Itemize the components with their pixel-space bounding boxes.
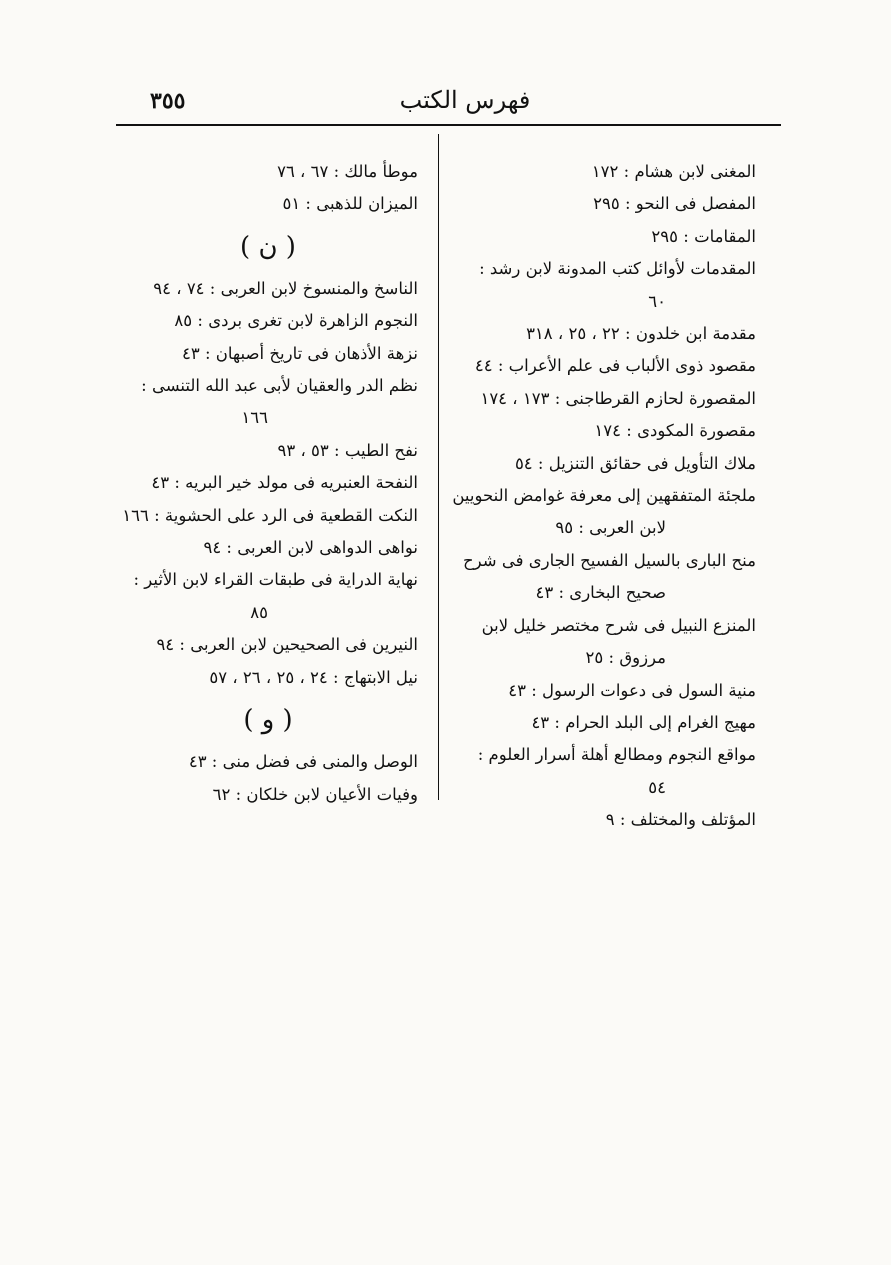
index-entry (118, 156, 418, 188)
index-entry (118, 532, 418, 564)
index-entry (458, 804, 756, 836)
index-entry (118, 273, 418, 305)
entry-text: ملجئة المتفقهين إلى معرفة غوامض النحويين (452, 486, 756, 506)
entry-text: مواقع النجوم ومطالع أهلة أسرار العلوم : (477, 745, 756, 765)
index-entry (458, 253, 756, 318)
index-entry (458, 610, 756, 675)
entry-text: الميزان للذهبى : ٥١ (282, 194, 418, 214)
entry-text: نيل الابتهاج : ٢٤ ، ٢٥ ، ٢٦ ، ٥٧ (209, 667, 418, 687)
entry-text: مقدمة ابن خلدون : ٢٢ ، ٢٥ ، ٣١٨ (526, 324, 756, 344)
entry-text: مقصود ذوى الألباب فى علم الأعراب : ٤٤ (474, 356, 756, 376)
index-entry (118, 564, 418, 629)
entry-text: نهاية الدراية فى طبقات القراء لابن الأثير : (133, 570, 418, 590)
index-entry (458, 675, 756, 707)
entry-text: منية السول فى دعوات الرسول : ٤٣ (508, 680, 756, 700)
entry-text: موطأ مالك : ٦٧ ، ٧٦ (277, 162, 418, 181)
entry-text: النجوم الزاهرة لابن تغرى بردى : ٨٥ (174, 311, 418, 331)
index-entry (118, 467, 418, 499)
entry-text: نفح الطيب : ٥٣ ، ٩٣ (277, 440, 418, 460)
entry-continuation: صحيح البخارى : ٤٣ (535, 583, 666, 603)
index-entry (458, 156, 756, 188)
index-entry (118, 629, 418, 661)
entry-text: المنزع النبيل فى شرح مختصر خليل لابن (481, 615, 756, 635)
index-entry (458, 221, 756, 253)
entry-text: ملاك التأويل فى حقائق التنزيل : ٥٤ (514, 453, 756, 473)
page-title: فهرس الكتب (399, 86, 531, 114)
index-entry (118, 370, 418, 435)
entry-continuation: لابن العربى : ٩٥ (555, 518, 666, 538)
index-entry (118, 188, 418, 220)
index-entry (458, 383, 756, 415)
index-entry (458, 350, 756, 382)
index-entry (118, 500, 418, 532)
index-entry (458, 318, 756, 350)
entry-text: المقدمات لأوائل كتب المدونة لابن رشد : (479, 259, 756, 279)
entry-continuation: ١٦٦ (241, 408, 268, 428)
entry-text: مقصورة المكودى : ١٧٤ (594, 421, 756, 441)
entry-continuation: ٨٥ (250, 602, 268, 622)
index-entry (118, 435, 418, 467)
entry-text: المؤتلف والمختلف : ٩ (605, 810, 756, 830)
entry-text: الناسخ والمنسوخ لابن العربى : ٧٤ ، ٩٤ (153, 278, 418, 298)
index-entry (118, 305, 418, 337)
entry-text: المقصورة لحازم القرطاجنى : ١٧٣ ، ١٧٤ (480, 388, 756, 408)
section-heading-waw: ( و ) (243, 705, 293, 736)
index-entry (458, 707, 756, 739)
entry-text: المغنى لابن هشام : ١٧٢ (591, 162, 756, 181)
index-column-left (118, 156, 418, 811)
entry-text: نواهى الدواهى لابن العربى : ٩٤ (203, 538, 418, 558)
index-entry (458, 739, 756, 804)
entry-text: مهيج الغرام إلى البلد الحرام : ٤٣ (531, 712, 756, 732)
index-entry (118, 746, 418, 778)
entry-text: النكت القطعية فى الرد على الحشوية : ١٦٦ (122, 505, 418, 525)
index-entry (458, 415, 756, 447)
entry-text: منح البارى بالسيل الفسيح الجارى فى شرح (463, 550, 756, 570)
index-entry (458, 545, 756, 610)
entry-text: المقامات : ٢٩٥ (651, 226, 756, 246)
entry-text: نظم الدر والعقيان لأبى عبد الله التنسى : (141, 376, 418, 396)
index-column-right (452, 156, 756, 837)
entry-text: النفحة العنبريه فى مولد خير البريه : ٤٣ (151, 473, 418, 493)
index-entry (118, 338, 418, 370)
index-entry (118, 662, 418, 694)
entry-continuation: مرزوق : ٢٥ (585, 648, 666, 668)
entry-text: نزهة الأذهان فى تاريخ أصبهان : ٤٣ (182, 343, 418, 363)
entry-text: النيرين فى الصحيحين لابن العربى : ٩٤ (156, 635, 418, 655)
section-heading-nun: ( ن ) (240, 231, 296, 262)
page-number: ٣٥٥ (150, 88, 186, 114)
entry-continuation: ٦٠ (648, 291, 666, 311)
index-entry (118, 779, 418, 811)
column-divider (438, 134, 439, 800)
index-entry (458, 188, 756, 220)
entry-text: الوصل والمنى فى فضل منى : ٤٣ (188, 752, 418, 772)
header-rule (116, 124, 781, 126)
entry-continuation: ٥٤ (648, 777, 666, 797)
index-entry (458, 448, 756, 480)
entry-text: المفصل فى النحو : ٢٩٥ (593, 194, 756, 214)
entry-text: وفيات الأعيان لابن خلكان : ٦٢ (212, 784, 418, 804)
index-entry (452, 480, 756, 545)
